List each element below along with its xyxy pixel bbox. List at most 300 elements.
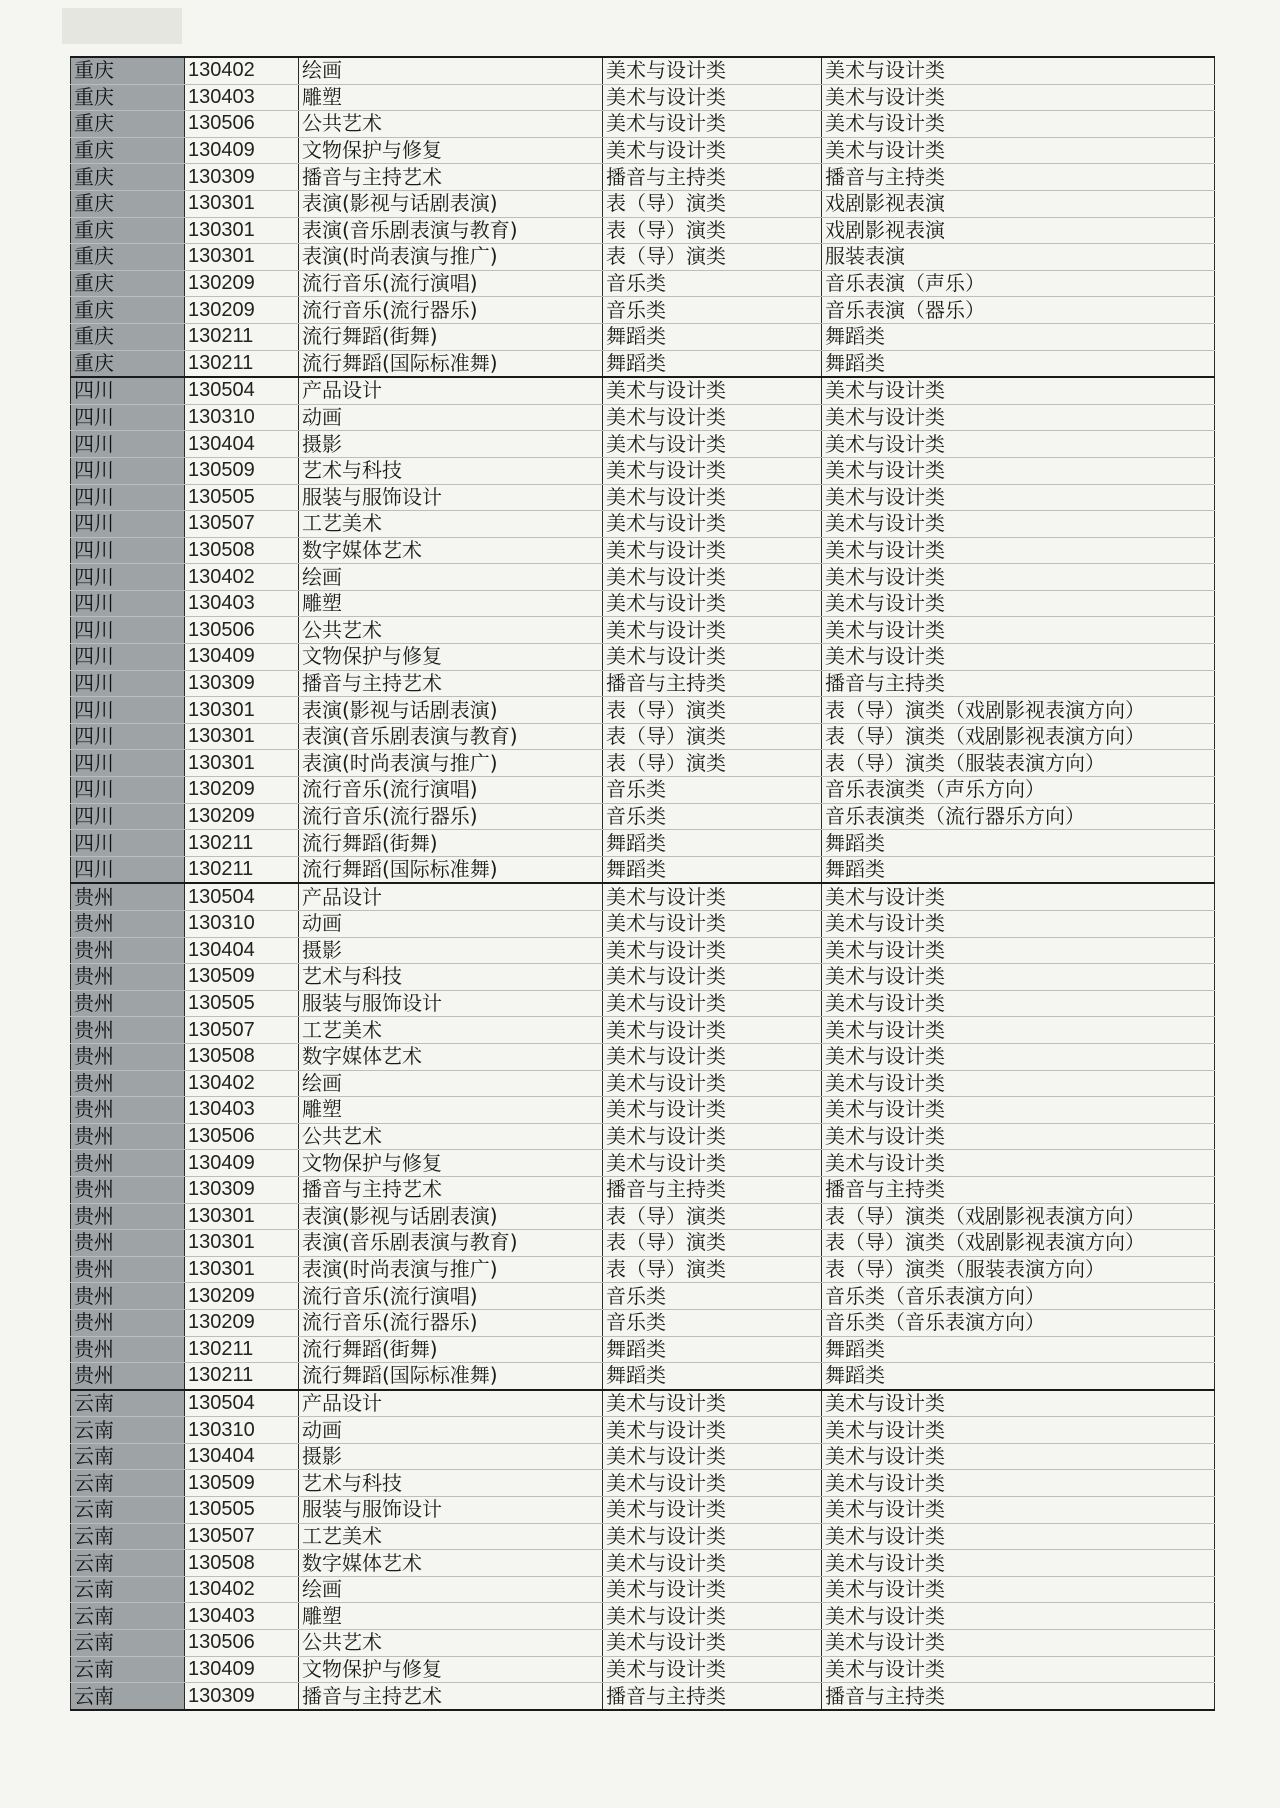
program-code-cell: 130505: [185, 484, 299, 511]
table-row: [71, 1070, 1215, 1097]
exam-category-cell: 音乐类: [603, 803, 822, 830]
table-row: [71, 1390, 1215, 1417]
province-cell: 云南: [71, 1523, 185, 1550]
province-category-cell: 音乐表演类（流行器乐方向）: [822, 803, 1215, 830]
table-row: [71, 1309, 1215, 1336]
table-row: [71, 1630, 1215, 1657]
exam-category-cell: 美术与设计类: [603, 911, 822, 938]
province-category-cell: 美术与设计类: [822, 590, 1215, 617]
major-name-cell: 播音与主持艺术: [299, 1683, 603, 1710]
table-row: [71, 697, 1215, 724]
province-cell: 贵州: [71, 964, 185, 991]
province-category-cell: 音乐表演（器乐）: [822, 297, 1215, 324]
province-cell: 云南: [71, 1630, 185, 1657]
major-name-cell: 摄影: [299, 1443, 603, 1470]
exam-category-cell: 美术与设计类: [603, 1630, 822, 1657]
program-code-cell: 130309: [185, 670, 299, 697]
province-cell: 贵州: [71, 1203, 185, 1230]
program-code-cell: 130506: [185, 1630, 299, 1657]
program-code-cell: 130409: [185, 1656, 299, 1683]
major-name-cell: 表演(时尚表演与推广): [299, 244, 603, 271]
province-category-cell: 美术与设计类: [822, 1497, 1215, 1524]
province-cell: 四川: [71, 457, 185, 484]
major-name-cell: 动画: [299, 404, 603, 431]
program-code-cell: 130211: [185, 1363, 299, 1390]
province-cell: 重庆: [71, 111, 185, 138]
major-name-cell: 产品设计: [299, 377, 603, 404]
exam-category-cell: 美术与设计类: [603, 511, 822, 538]
exam-category-cell: 美术与设计类: [603, 377, 822, 404]
major-name-cell: 服装与服饰设计: [299, 1497, 603, 1524]
province-cell: 贵州: [71, 1097, 185, 1124]
table-row: [71, 1176, 1215, 1203]
province-category-cell: 美术与设计类: [822, 537, 1215, 564]
province-cell: 重庆: [71, 350, 185, 377]
province-category-cell: 表（导）演类（戏剧影视表演方向）: [822, 723, 1215, 750]
table-row: [71, 270, 1215, 297]
major-name-cell: 雕塑: [299, 590, 603, 617]
program-code-cell: 130403: [185, 590, 299, 617]
province-cell: 重庆: [71, 84, 185, 111]
major-name-cell: 产品设计: [299, 1390, 603, 1417]
province-cell: 云南: [71, 1497, 185, 1524]
table-row: [71, 964, 1215, 991]
province-category-cell: 音乐类（音乐表演方向）: [822, 1309, 1215, 1336]
province-cell: 云南: [71, 1683, 185, 1710]
table-row: [71, 1550, 1215, 1577]
major-name-cell: 数字媒体艺术: [299, 1043, 603, 1070]
province-cell: 贵州: [71, 1017, 185, 1044]
table-row: [71, 244, 1215, 271]
program-code-cell: 130209: [185, 297, 299, 324]
exam-category-cell: 音乐类: [603, 270, 822, 297]
table-row: [71, 644, 1215, 671]
province-category-cell: 播音与主持类: [822, 1683, 1215, 1710]
program-code-cell: 130507: [185, 1523, 299, 1550]
province-category-cell: 音乐类（音乐表演方向）: [822, 1283, 1215, 1310]
exam-category-cell: 音乐类: [603, 777, 822, 804]
province-category-cell: 美术与设计类: [822, 937, 1215, 964]
table-row: [71, 830, 1215, 857]
province-cell: 四川: [71, 803, 185, 830]
program-code-cell: 130402: [185, 57, 299, 84]
province-category-cell: 美术与设计类: [822, 1017, 1215, 1044]
province-cell: 贵州: [71, 1150, 185, 1177]
exam-category-cell: 美术与设计类: [603, 1097, 822, 1124]
province-category-cell: 美术与设计类: [822, 964, 1215, 991]
province-cell: 四川: [71, 856, 185, 883]
table-row: [71, 1523, 1215, 1550]
province-cell: 四川: [71, 644, 185, 671]
major-name-cell: 文物保护与修复: [299, 137, 603, 164]
table-row: [71, 137, 1215, 164]
major-name-cell: 流行音乐(流行演唱): [299, 270, 603, 297]
province-category-cell: 美术与设计类: [822, 1123, 1215, 1150]
table-row: [71, 777, 1215, 804]
table-row: [71, 350, 1215, 377]
province-cell: 四川: [71, 564, 185, 591]
table-row: [71, 1017, 1215, 1044]
province-cell: 四川: [71, 377, 185, 404]
exam-category-cell: 美术与设计类: [603, 1043, 822, 1070]
exam-category-cell: 美术与设计类: [603, 937, 822, 964]
program-code-cell: 130301: [185, 1256, 299, 1283]
program-code-cell: 130209: [185, 1309, 299, 1336]
table-row: [71, 1256, 1215, 1283]
province-cell: 贵州: [71, 937, 185, 964]
province-cell: 贵州: [71, 1256, 185, 1283]
major-name-cell: 播音与主持艺术: [299, 670, 603, 697]
exam-category-cell: 美术与设计类: [603, 111, 822, 138]
exam-category-cell: 播音与主持类: [603, 164, 822, 191]
province-category-cell: 舞蹈类: [822, 830, 1215, 857]
major-name-cell: 流行音乐(流行演唱): [299, 777, 603, 804]
exam-category-cell: 美术与设计类: [603, 57, 822, 84]
exam-category-cell: 播音与主持类: [603, 670, 822, 697]
major-name-cell: 表演(音乐剧表演与教育): [299, 217, 603, 244]
table-row: [71, 111, 1215, 138]
exam-category-cell: 美术与设计类: [603, 990, 822, 1017]
program-code-cell: 130209: [185, 777, 299, 804]
program-code-cell: 130409: [185, 1150, 299, 1177]
program-code-cell: 130403: [185, 84, 299, 111]
program-code-cell: 130301: [185, 1203, 299, 1230]
exam-category-cell: 表（导）演类: [603, 1203, 822, 1230]
province-category-cell: 美术与设计类: [822, 911, 1215, 938]
province-cell: 贵州: [71, 1336, 185, 1363]
exam-category-cell: 表（导）演类: [603, 190, 822, 217]
major-name-cell: 工艺美术: [299, 1017, 603, 1044]
program-code-cell: 130507: [185, 511, 299, 538]
program-code-cell: 130301: [185, 1230, 299, 1257]
major-name-cell: 产品设计: [299, 883, 603, 910]
province-category-cell: 美术与设计类: [822, 1523, 1215, 1550]
program-code-cell: 130404: [185, 1443, 299, 1470]
table-row: [71, 323, 1215, 350]
table-row: [71, 990, 1215, 1017]
exam-category-cell: 美术与设计类: [603, 617, 822, 644]
table-row: [71, 856, 1215, 883]
exam-category-cell: 美术与设计类: [603, 484, 822, 511]
table-row: [71, 190, 1215, 217]
program-code-cell: 130504: [185, 377, 299, 404]
program-code-cell: 130301: [185, 217, 299, 244]
province-cell: 四川: [71, 590, 185, 617]
province-category-cell: 戏剧影视表演: [822, 217, 1215, 244]
program-code-cell: 130301: [185, 697, 299, 724]
program-code-cell: 130211: [185, 1336, 299, 1363]
major-name-cell: 工艺美术: [299, 511, 603, 538]
province-category-cell: 舞蹈类: [822, 350, 1215, 377]
major-name-cell: 表演(影视与话剧表演): [299, 190, 603, 217]
exam-category-cell: 美术与设计类: [603, 964, 822, 991]
exam-category-cell: 美术与设计类: [603, 404, 822, 431]
program-code-cell: 130505: [185, 1497, 299, 1524]
exam-category-cell: 美术与设计类: [603, 137, 822, 164]
program-code-cell: 130211: [185, 350, 299, 377]
table-row: [71, 803, 1215, 830]
exam-category-cell: 美术与设计类: [603, 1550, 822, 1577]
province-cell: 四川: [71, 697, 185, 724]
province-cell: 云南: [71, 1417, 185, 1444]
exam-category-cell: 表（导）演类: [603, 1230, 822, 1257]
province-cell: 四川: [71, 404, 185, 431]
province-category-cell: 美术与设计类: [822, 57, 1215, 84]
province-category-cell: 美术与设计类: [822, 617, 1215, 644]
major-name-cell: 文物保护与修复: [299, 1656, 603, 1683]
program-code-cell: 130509: [185, 1470, 299, 1497]
province-category-cell: 美术与设计类: [822, 431, 1215, 458]
major-name-cell: 雕塑: [299, 84, 603, 111]
program-code-cell: 130404: [185, 937, 299, 964]
major-category-table: [70, 56, 1215, 1711]
province-cell: 四川: [71, 484, 185, 511]
major-name-cell: 文物保护与修复: [299, 644, 603, 671]
major-name-cell: 绘画: [299, 1576, 603, 1603]
program-code-cell: 130211: [185, 856, 299, 883]
exam-category-cell: 美术与设计类: [603, 1523, 822, 1550]
major-name-cell: 动画: [299, 1417, 603, 1444]
exam-category-cell: 美术与设计类: [603, 1603, 822, 1630]
province-category-cell: 美术与设计类: [822, 564, 1215, 591]
table-body: [71, 57, 1215, 1710]
table-row: [71, 1336, 1215, 1363]
province-category-cell: 美术与设计类: [822, 883, 1215, 910]
major-name-cell: 绘画: [299, 57, 603, 84]
program-code-cell: 130506: [185, 617, 299, 644]
province-cell: 贵州: [71, 1070, 185, 1097]
exam-category-cell: 美术与设计类: [603, 1150, 822, 1177]
province-cell: 贵州: [71, 1043, 185, 1070]
major-name-cell: 播音与主持艺术: [299, 164, 603, 191]
province-category-cell: 表（导）演类（戏剧影视表演方向）: [822, 1230, 1215, 1257]
province-cell: 四川: [71, 830, 185, 857]
major-name-cell: 播音与主持艺术: [299, 1176, 603, 1203]
province-category-cell: 播音与主持类: [822, 1176, 1215, 1203]
table-row: [71, 564, 1215, 591]
exam-category-cell: 美术与设计类: [603, 590, 822, 617]
province-category-cell: 美术与设计类: [822, 990, 1215, 1017]
province-category-cell: 美术与设计类: [822, 457, 1215, 484]
exam-category-cell: 舞蹈类: [603, 350, 822, 377]
scan-smudge: [62, 8, 182, 44]
province-category-cell: 美术与设计类: [822, 1470, 1215, 1497]
table-row: [71, 1363, 1215, 1390]
province-cell: 重庆: [71, 217, 185, 244]
table-row: [71, 1417, 1215, 1444]
province-cell: 四川: [71, 777, 185, 804]
table-row: [71, 377, 1215, 404]
province-category-cell: 美术与设计类: [822, 644, 1215, 671]
table-row: [71, 1683, 1215, 1710]
major-name-cell: 动画: [299, 911, 603, 938]
exam-category-cell: 美术与设计类: [603, 1390, 822, 1417]
exam-category-cell: 播音与主持类: [603, 1683, 822, 1710]
province-category-cell: 播音与主持类: [822, 670, 1215, 697]
table-row: [71, 911, 1215, 938]
major-name-cell: 数字媒体艺术: [299, 1550, 603, 1577]
province-cell: 贵州: [71, 1283, 185, 1310]
province-category-cell: 美术与设计类: [822, 1390, 1215, 1417]
program-code-cell: 130507: [185, 1017, 299, 1044]
major-name-cell: 雕塑: [299, 1603, 603, 1630]
province-category-cell: 舞蹈类: [822, 1336, 1215, 1363]
major-name-cell: 公共艺术: [299, 617, 603, 644]
exam-category-cell: 美术与设计类: [603, 1576, 822, 1603]
table-row: [71, 1443, 1215, 1470]
province-cell: 重庆: [71, 244, 185, 271]
province-cell: 贵州: [71, 1123, 185, 1150]
table-row: [71, 1603, 1215, 1630]
program-code-cell: 130403: [185, 1603, 299, 1630]
program-code-cell: 130508: [185, 1550, 299, 1577]
province-cell: 四川: [71, 670, 185, 697]
exam-category-cell: 舞蹈类: [603, 830, 822, 857]
province-category-cell: 美术与设计类: [822, 1150, 1215, 1177]
exam-category-cell: 舞蹈类: [603, 1363, 822, 1390]
major-name-cell: 流行音乐(流行演唱): [299, 1283, 603, 1310]
table-row: [71, 1497, 1215, 1524]
table-row: [71, 750, 1215, 777]
program-code-cell: 130211: [185, 830, 299, 857]
exam-category-cell: 表（导）演类: [603, 723, 822, 750]
province-category-cell: 表（导）演类（戏剧影视表演方向）: [822, 1203, 1215, 1230]
province-category-cell: 美术与设计类: [822, 111, 1215, 138]
major-name-cell: 表演(时尚表演与推广): [299, 1256, 603, 1283]
exam-category-cell: 舞蹈类: [603, 323, 822, 350]
exam-category-cell: 美术与设计类: [603, 431, 822, 458]
province-category-cell: 服装表演: [822, 244, 1215, 271]
province-category-cell: 播音与主持类: [822, 164, 1215, 191]
province-cell: 云南: [71, 1656, 185, 1683]
table-row: [71, 1043, 1215, 1070]
major-name-cell: 艺术与科技: [299, 964, 603, 991]
table-row: [71, 164, 1215, 191]
province-category-cell: 美术与设计类: [822, 1097, 1215, 1124]
table-row: [71, 404, 1215, 431]
program-code-cell: 130310: [185, 911, 299, 938]
program-code-cell: 130301: [185, 244, 299, 271]
exam-category-cell: 表（导）演类: [603, 697, 822, 724]
major-name-cell: 表演(时尚表演与推广): [299, 750, 603, 777]
major-name-cell: 表演(影视与话剧表演): [299, 697, 603, 724]
program-code-cell: 130409: [185, 137, 299, 164]
program-code-cell: 130409: [185, 644, 299, 671]
program-code-cell: 130301: [185, 190, 299, 217]
exam-category-cell: 舞蹈类: [603, 1336, 822, 1363]
major-name-cell: 摄影: [299, 937, 603, 964]
province-cell: 重庆: [71, 137, 185, 164]
province-category-cell: 美术与设计类: [822, 1550, 1215, 1577]
province-category-cell: 美术与设计类: [822, 1043, 1215, 1070]
province-cell: 贵州: [71, 1363, 185, 1390]
exam-category-cell: 美术与设计类: [603, 537, 822, 564]
major-name-cell: 艺术与科技: [299, 457, 603, 484]
province-cell: 贵州: [71, 990, 185, 1017]
major-name-cell: 文物保护与修复: [299, 1150, 603, 1177]
province-cell: 四川: [71, 723, 185, 750]
program-code-cell: 130310: [185, 404, 299, 431]
program-code-cell: 130309: [185, 1176, 299, 1203]
province-cell: 贵州: [71, 883, 185, 910]
program-code-cell: 130403: [185, 1097, 299, 1124]
major-name-cell: 数字媒体艺术: [299, 537, 603, 564]
exam-category-cell: 舞蹈类: [603, 856, 822, 883]
major-name-cell: 流行舞蹈(街舞): [299, 830, 603, 857]
province-category-cell: 表（导）演类（服装表演方向）: [822, 1256, 1215, 1283]
program-code-cell: 130506: [185, 111, 299, 138]
province-cell: 重庆: [71, 164, 185, 191]
program-code-cell: 130310: [185, 1417, 299, 1444]
program-code-cell: 130211: [185, 323, 299, 350]
program-code-cell: 130301: [185, 750, 299, 777]
province-cell: 四川: [71, 431, 185, 458]
province-cell: 云南: [71, 1470, 185, 1497]
province-category-cell: 舞蹈类: [822, 856, 1215, 883]
major-name-cell: 流行舞蹈(国际标准舞): [299, 350, 603, 377]
exam-category-cell: 美术与设计类: [603, 564, 822, 591]
province-category-cell: 美术与设计类: [822, 404, 1215, 431]
program-code-cell: 130509: [185, 964, 299, 991]
province-category-cell: 美术与设计类: [822, 1630, 1215, 1657]
program-code-cell: 130402: [185, 1070, 299, 1097]
province-category-cell: 表（导）演类（服装表演方向）: [822, 750, 1215, 777]
major-name-cell: 摄影: [299, 431, 603, 458]
table-row: [71, 1123, 1215, 1150]
major-name-cell: 流行音乐(流行器乐): [299, 1309, 603, 1336]
province-cell: 四川: [71, 511, 185, 538]
major-name-cell: 流行舞蹈(街舞): [299, 1336, 603, 1363]
province-category-cell: 美术与设计类: [822, 1070, 1215, 1097]
province-category-cell: 美术与设计类: [822, 84, 1215, 111]
province-category-cell: 美术与设计类: [822, 511, 1215, 538]
province-category-cell: 音乐表演（声乐）: [822, 270, 1215, 297]
exam-category-cell: 表（导）演类: [603, 750, 822, 777]
province-cell: 四川: [71, 617, 185, 644]
province-cell: 云南: [71, 1550, 185, 1577]
major-name-cell: 流行音乐(流行器乐): [299, 803, 603, 830]
major-name-cell: 艺术与科技: [299, 1470, 603, 1497]
table-row: [71, 723, 1215, 750]
table-row: [71, 484, 1215, 511]
province-cell: 贵州: [71, 1176, 185, 1203]
province-category-cell: 美术与设计类: [822, 377, 1215, 404]
exam-category-cell: 表（导）演类: [603, 1256, 822, 1283]
exam-category-cell: 美术与设计类: [603, 1656, 822, 1683]
province-category-cell: 舞蹈类: [822, 323, 1215, 350]
table-row: [71, 84, 1215, 111]
table-row: [71, 1576, 1215, 1603]
major-name-cell: 雕塑: [299, 1097, 603, 1124]
table-row: [71, 431, 1215, 458]
exam-category-cell: 美术与设计类: [603, 1123, 822, 1150]
exam-category-cell: 美术与设计类: [603, 457, 822, 484]
program-code-cell: 130506: [185, 1123, 299, 1150]
exam-category-cell: 表（导）演类: [603, 217, 822, 244]
major-name-cell: 流行舞蹈(国际标准舞): [299, 1363, 603, 1390]
program-code-cell: 130505: [185, 990, 299, 1017]
province-category-cell: 美术与设计类: [822, 1443, 1215, 1470]
table-row: [71, 1656, 1215, 1683]
table-row: [71, 1470, 1215, 1497]
province-cell: 云南: [71, 1576, 185, 1603]
major-name-cell: 服装与服饰设计: [299, 484, 603, 511]
table-row: [71, 1283, 1215, 1310]
province-category-cell: 美术与设计类: [822, 137, 1215, 164]
table-row: [71, 937, 1215, 964]
exam-category-cell: 美术与设计类: [603, 644, 822, 671]
province-cell: 重庆: [71, 57, 185, 84]
